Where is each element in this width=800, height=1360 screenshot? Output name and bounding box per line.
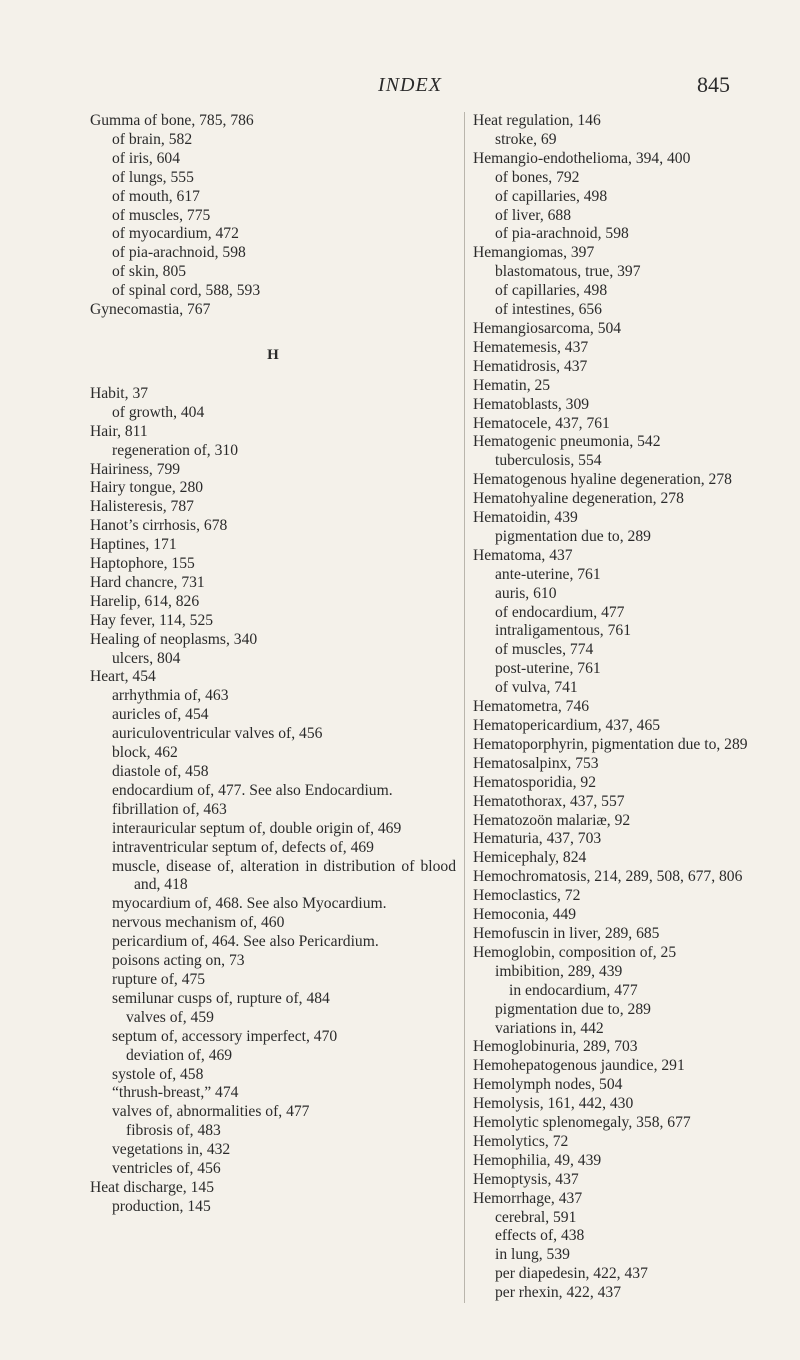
index-entry: Hemoclastics, 72 (473, 887, 581, 905)
index-entry: Hemicephaly, 824 (473, 849, 587, 867)
index-entry: Haptophore, 155 (90, 555, 195, 573)
index-entry: valves of, abnormalities of, 477 (112, 1103, 310, 1121)
index-entry: deviation of, 469 (126, 1046, 233, 1064)
section-letter: H (267, 346, 279, 363)
index-entry: pigmentation due to, 289 (495, 1000, 651, 1018)
index-entry: Hematozoön malariæ, 92 (473, 811, 631, 829)
index-entry: Hematometra, 746 (473, 698, 590, 716)
index-entry: of endocardium, 477 (495, 603, 625, 621)
index-block-h (90, 385, 456, 1217)
index-entry: Hemohepatogenous jaundice, 291 (473, 1057, 685, 1075)
index-entry: interauricular septum of, double origin of, 469 (112, 819, 402, 837)
index-entry: Hematidrosis, 437 (473, 357, 588, 375)
index-entry: of intestines, 656 (495, 301, 602, 319)
index-entry: in endocardium, 477 (509, 981, 638, 999)
index-entry: of skin, 805 (112, 263, 187, 281)
index-entry: Hematoblasts, 309 (473, 395, 590, 413)
index-entry: Healing of neoplasms, 340 (90, 630, 258, 648)
index-entry: semilunar cusps of, rupture of, 484 (112, 989, 330, 1007)
index-column-right (464, 112, 800, 1303)
index-entry: endocardium of, 477. See also Endocardium. (112, 781, 393, 799)
index-entry: auriculoventricular valves of, 456 (112, 725, 323, 743)
index-entry: myocardium of, 468. See also Myocardium. (112, 895, 387, 913)
index-entry: pericardium of, 464. See also Pericardium. (112, 933, 379, 951)
index-entry: Hematin, 25 (473, 376, 551, 394)
index-entry: Heat regulation, 146 (473, 112, 601, 129)
index-entry: Hemolymph nodes, 504 (473, 1076, 623, 1094)
index-entry: of spinal cord, 588, 593 (112, 282, 261, 300)
index-entry: Habit, 37 (90, 384, 149, 402)
index-entry: intraligamentous, 761 (495, 622, 631, 640)
index-entry: Heat discharge, 145 (90, 1178, 214, 1196)
index-entry: Hematosalpinx, 753 (473, 754, 599, 772)
index-entry: of vulva, 741 (495, 679, 578, 697)
index-entry: Hemofuscin in liver, 289, 685 (473, 924, 660, 942)
index-block-g (90, 112, 456, 320)
index-entry: Hematoidin, 439 (473, 509, 578, 527)
page-number: 845 (697, 72, 730, 97)
index-entry: cerebral, 591 (495, 1208, 577, 1226)
index-entry: Hemolytics, 72 (473, 1132, 569, 1150)
index-entry: Hemoconia, 449 (473, 906, 577, 924)
index-entry: Hematemesis, 437 (473, 338, 589, 356)
index-entry: of pia-arachnoid, 598 (495, 225, 629, 243)
running-title: INDEX (378, 74, 442, 96)
index-entry: septum of, accessory imperfect, 470 (112, 1027, 338, 1045)
index-entry: Hematocele, 437, 761 (473, 414, 610, 432)
index-entry: tuberculosis, 554 (495, 452, 602, 470)
index-entry: Halisteresis, 787 (90, 498, 194, 516)
index-entry: systole of, 458 (112, 1065, 204, 1083)
index-entry: Hemangio-endothelioma, 394, 400 (473, 149, 691, 167)
index-entry: vegetations in, 432 (112, 1141, 231, 1159)
index-entry: of liver, 688 (495, 206, 572, 224)
index-entry: Hemophilia, 49, 439 (473, 1151, 602, 1169)
index-entry: Hemolysis, 161, 442, 430 (473, 1095, 634, 1113)
index-entry: of capillaries, 498 (495, 187, 608, 205)
index-entry: Hemoglobinuria, 289, 703 (473, 1038, 638, 1056)
index-entry: Hemolytic splenomegaly, 358, 677 (473, 1114, 691, 1132)
index-entry: ventricles of, 456 (112, 1160, 221, 1178)
index-entry: Hairiness, 799 (90, 460, 181, 478)
index-entry: ulcers, 804 (112, 649, 181, 667)
index-entry: Gumma of bone, 785, 786 (90, 112, 254, 129)
index-entry: intraventricular septum of, defects of, 469 (112, 838, 374, 856)
index-entry: Hematogenic pneumonia, 542 (473, 433, 661, 451)
index-entry: variations in, 442 (495, 1019, 604, 1037)
index-entry: Hematoporphyrin, pigmentation due to, 289 (473, 735, 748, 753)
index-entry: blastomatous, true, 397 (495, 263, 641, 281)
index-entry: auris, 610 (495, 584, 557, 602)
index-entry: Gynecomastia, 767 (90, 301, 211, 319)
index-entry: pigmentation due to, 289 (495, 527, 651, 545)
index-entry: nervous mechanism of, 460 (112, 914, 285, 932)
index-entry: block, 462 (112, 744, 178, 762)
index-entry: Hanot’s cirrhosis, 678 (90, 517, 228, 535)
index-entry: poisons acting on, 73 (112, 952, 245, 970)
index-entry: rupture of, 475 (112, 970, 206, 988)
index-entry: Hematohyaline degeneration, 278 (473, 490, 684, 508)
index-entry: muscle, disease of, alteration in distribution of blood and, 418 (112, 857, 456, 894)
index-entry: Hematogenous hyaline degeneration, 278 (473, 471, 732, 489)
index-entry: of bones, 792 (495, 168, 580, 186)
index-entry: regeneration of, 310 (112, 441, 238, 459)
index-entry: Hematoma, 437 (473, 546, 573, 564)
index-entry: Hemangiosarcoma, 504 (473, 319, 622, 337)
index-entry: of growth, 404 (112, 403, 205, 421)
index-block-right (473, 112, 800, 1303)
index-entry: Hair, 811 (90, 422, 148, 440)
index-entry: Hematopericardium, 437, 465 (473, 717, 661, 734)
index-entry: auricles of, 454 (112, 706, 209, 724)
index-entry: production, 145 (112, 1197, 211, 1215)
index-entry: stroke, 69 (495, 130, 557, 148)
index-entry: per rhexin, 422, 437 (495, 1284, 622, 1302)
index-entry: diastole of, 458 (112, 763, 209, 780)
index-entry: Harelip, 614, 826 (90, 592, 200, 610)
index-entry: Hairy tongue, 280 (90, 479, 204, 497)
index-entry: Hematothorax, 437, 557 (473, 792, 625, 810)
index-entry: of mouth, 617 (112, 187, 200, 205)
index-entry: Hemoglobin, composition of, 25 (473, 943, 677, 961)
index-entry: fibrosis of, 483 (126, 1122, 221, 1140)
index-entry: of iris, 604 (112, 149, 181, 167)
index-entry: of pia-arachnoid, 598 (112, 244, 246, 262)
index-entry: “thrush-breast,” 474 (112, 1084, 239, 1102)
index-column-left (90, 112, 456, 1217)
index-entry: Hay fever, 114, 525 (90, 611, 214, 629)
index-entry: of muscles, 775 (112, 206, 211, 224)
index-entry: fibrillation of, 463 (112, 800, 227, 818)
index-entry: effects of, 438 (495, 1227, 585, 1245)
index-entry: of lungs, 555 (112, 168, 194, 186)
index-entry: of muscles, 774 (495, 641, 594, 659)
index-entry: Hemochromatosis, 214, 289, 508, 677, 806 (473, 868, 743, 886)
index-entry: Hard chancre, 731 (90, 573, 205, 591)
index-entry: per diapedesin, 422, 437 (495, 1265, 648, 1283)
index-entry: of myocardium, 472 (112, 225, 239, 243)
index-entry: arrhythmia of, 463 (112, 687, 229, 705)
index-entry: ante-uterine, 761 (495, 565, 601, 583)
index-entry: in lung, 539 (495, 1246, 570, 1264)
index-entry: Hematuria, 437, 703 (473, 830, 602, 848)
index-entry: Haptines, 171 (90, 536, 177, 554)
index-entry: valves of, 459 (126, 1008, 214, 1026)
index-entry: of capillaries, 498 (495, 282, 608, 300)
index-entry: Hematosporidia, 92 (473, 773, 596, 791)
index-entry: imbibition, 289, 439 (495, 962, 623, 980)
index-entry: Hemoptysis, 437 (473, 1170, 579, 1188)
index-entry: post-uterine, 761 (495, 660, 601, 678)
page-header (90, 74, 730, 104)
index-entry: Hemorrhage, 437 (473, 1189, 583, 1207)
index-entry: Heart, 454 (90, 668, 156, 686)
index-entry: Hemangiomas, 397 (473, 244, 595, 262)
index-entry: of brain, 582 (112, 130, 193, 148)
